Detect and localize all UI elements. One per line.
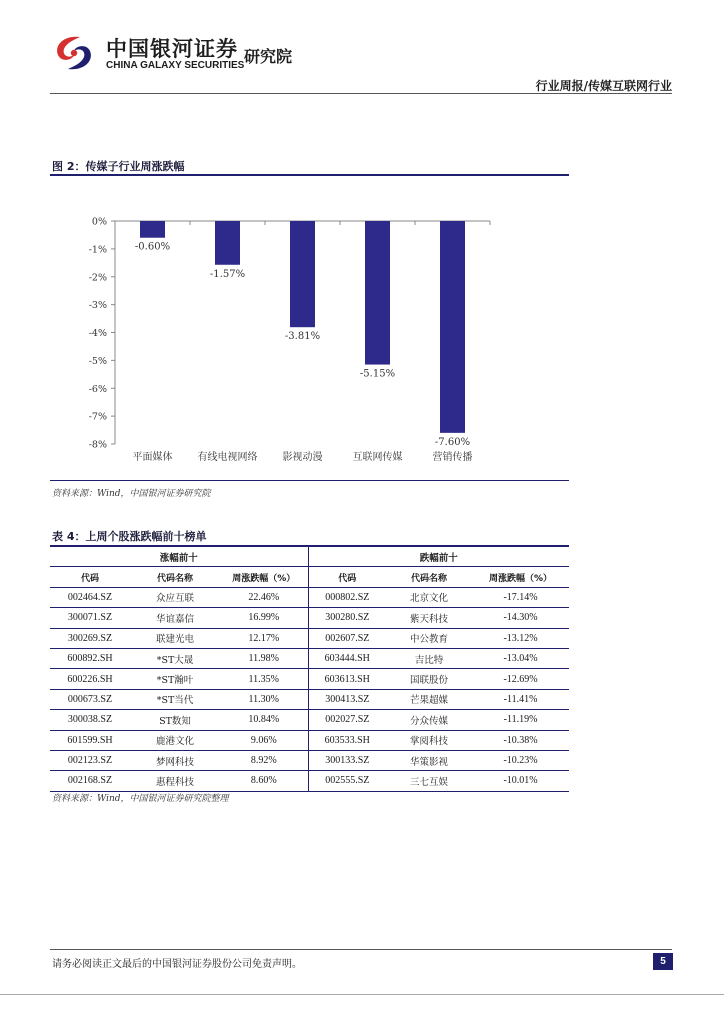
data-label: -0.60%	[134, 241, 171, 253]
figure-source: 资料来源：Wind，中国银河证券研究院	[52, 489, 211, 499]
loser-code: 000802.SZ	[308, 587, 386, 607]
losers-group-header: 跌幅前十	[308, 546, 569, 567]
gainer-name: ST数知	[130, 710, 220, 730]
table-row	[50, 710, 569, 730]
table-row	[50, 771, 569, 791]
loser-name: 国联股份	[386, 669, 472, 689]
data-label: -1.57%	[209, 268, 246, 280]
y-tick-label: -2%	[88, 272, 107, 284]
figure-top-rule	[50, 174, 569, 176]
loser-name: 芒果超媒	[386, 689, 472, 709]
page-number: 5	[653, 953, 673, 970]
gainer-name: 华谊嘉信	[130, 608, 220, 628]
loser-name: 三七互娱	[386, 771, 472, 791]
gainer-code: 000673.SZ	[50, 689, 130, 709]
gainer-code: 600226.SH	[50, 669, 130, 689]
table-row	[50, 648, 569, 668]
gainer-code: 002168.SZ	[50, 771, 130, 791]
table-row	[50, 689, 569, 709]
gainers-group-header: 涨幅前十	[50, 546, 308, 567]
gainer-change: 12.17%	[220, 628, 308, 648]
x-tick-label: 有线电视网络	[197, 452, 258, 463]
table-row	[50, 628, 569, 648]
loser-change: -10.23%	[472, 750, 569, 770]
gainer-name: 联建光电	[130, 628, 220, 648]
y-tick-label: -3%	[88, 300, 107, 312]
table-row	[50, 608, 569, 628]
brand-name-en: CHINA GALAXY SECURITIES	[106, 60, 245, 71]
galaxy-logo-icon	[50, 33, 98, 73]
loser-name: 分众传媒	[386, 710, 472, 730]
x-tick-label: 互联网传媒	[352, 452, 403, 463]
loser-change: -11.19%	[472, 710, 569, 730]
col-header-code: 代码	[308, 567, 386, 587]
gainer-code: 300038.SZ	[50, 710, 130, 730]
y-tick-label: -6%	[88, 383, 107, 395]
gainer-name: 惠程科技	[130, 771, 220, 791]
gainer-code: 600892.SH	[50, 648, 130, 668]
gainer-change: 8.92%	[220, 750, 308, 770]
col-header-change: 周涨跌幅（%）	[220, 567, 308, 587]
gainer-change: 10.84%	[220, 710, 308, 730]
loser-change: -12.69%	[472, 669, 569, 689]
table-row	[50, 587, 569, 607]
gainer-code: 300269.SZ	[50, 628, 130, 648]
x-tick-label: 影视动漫	[282, 452, 323, 463]
gainer-code: 300071.SZ	[50, 608, 130, 628]
loser-code: 002607.SZ	[308, 628, 386, 648]
header-divider	[50, 93, 672, 94]
gainer-code: 002464.SZ	[50, 587, 130, 607]
brand-institute: 研究院	[244, 47, 293, 66]
loser-code: 300280.SZ	[308, 608, 386, 628]
col-header-name: 代码名称	[130, 567, 220, 587]
table-row	[50, 669, 569, 689]
loser-code: 603613.SH	[308, 669, 386, 689]
gainer-code: 002123.SZ	[50, 750, 130, 770]
loser-change: -17.14%	[472, 587, 569, 607]
figure-caption: 图 2：传媒子行业周涨跌幅	[52, 160, 185, 173]
gainer-name: 鹿港文化	[130, 730, 220, 750]
loser-change: -14.30%	[472, 608, 569, 628]
data-label: -7.60%	[434, 436, 471, 448]
loser-code: 002027.SZ	[308, 710, 386, 730]
loser-code: 603444.SH	[308, 648, 386, 668]
loser-change: -11.41%	[472, 689, 569, 709]
data-label: -5.15%	[359, 368, 396, 380]
y-tick-label: -8%	[88, 439, 107, 451]
chart-bar	[215, 221, 240, 265]
gainer-name: 众应互联	[130, 587, 220, 607]
loser-code: 002555.SZ	[308, 771, 386, 791]
chart-bar	[140, 221, 165, 238]
loser-code: 603533.SH	[308, 730, 386, 750]
y-tick-label: -1%	[88, 244, 107, 256]
chart-bar	[440, 221, 465, 433]
gainer-name: 梦网科技	[130, 750, 220, 770]
loser-name: 中公教育	[386, 628, 472, 648]
col-header-change: 周涨跌幅（%）	[472, 567, 569, 587]
bar-chart	[50, 200, 569, 470]
y-tick-label: -7%	[88, 411, 107, 423]
table-row	[50, 730, 569, 750]
loser-name: 吉比特	[386, 648, 472, 668]
gainer-change: 11.30%	[220, 689, 308, 709]
loser-change: -13.04%	[472, 648, 569, 668]
brand-name-cn: 中国银河证券	[106, 37, 238, 61]
table-row	[50, 750, 569, 770]
gainer-change: 11.98%	[220, 648, 308, 668]
loser-code: 300413.SZ	[308, 689, 386, 709]
footer-divider	[50, 949, 672, 950]
loser-name: 北京文化	[386, 587, 472, 607]
loser-change: -10.38%	[472, 730, 569, 750]
chart-bar	[290, 221, 315, 327]
col-header-code: 代码	[50, 567, 130, 587]
col-header-name: 代码名称	[386, 567, 472, 587]
gainer-change: 11.35%	[220, 669, 308, 689]
loser-name: 掌阅科技	[386, 730, 472, 750]
table-caption: 表 4：上周个股涨跌幅前十榜单	[52, 530, 207, 543]
x-tick-label: 平面媒体	[132, 452, 173, 463]
gainer-change: 8.60%	[220, 771, 308, 791]
figure-bottom-rule	[50, 480, 569, 481]
gainer-change: 9.06%	[220, 730, 308, 750]
data-label: -3.81%	[284, 331, 321, 343]
gainer-name: *ST当代	[130, 689, 220, 709]
report-type: 行业周报/传媒互联网行业	[535, 79, 672, 93]
ranking-table	[50, 545, 569, 792]
page-bottom-edge	[0, 994, 724, 995]
gainer-code: 601599.SH	[50, 730, 130, 750]
loser-name: 紫天科技	[386, 608, 472, 628]
loser-code: 300133.SZ	[308, 750, 386, 770]
y-tick-label: 0%	[91, 216, 107, 228]
loser-change: -13.12%	[472, 628, 569, 648]
x-tick-label: 营销传播	[432, 452, 473, 463]
gainer-name: *ST瀚叶	[130, 669, 220, 689]
loser-change: -10.01%	[472, 771, 569, 791]
gainer-change: 16.99%	[220, 608, 308, 628]
gainer-name: *ST大晟	[130, 648, 220, 668]
y-tick-label: -4%	[88, 328, 107, 339]
chart-bar	[365, 221, 390, 365]
footer-disclaimer: 请务必阅读正文最后的中国银河证券股份公司免责声明。	[52, 959, 302, 970]
loser-name: 华策影视	[386, 750, 472, 770]
table-source: 资料来源：Wind，中国银河证券研究院整理	[52, 794, 229, 804]
gainer-change: 22.46%	[220, 587, 308, 607]
y-tick-label: -5%	[88, 355, 107, 367]
